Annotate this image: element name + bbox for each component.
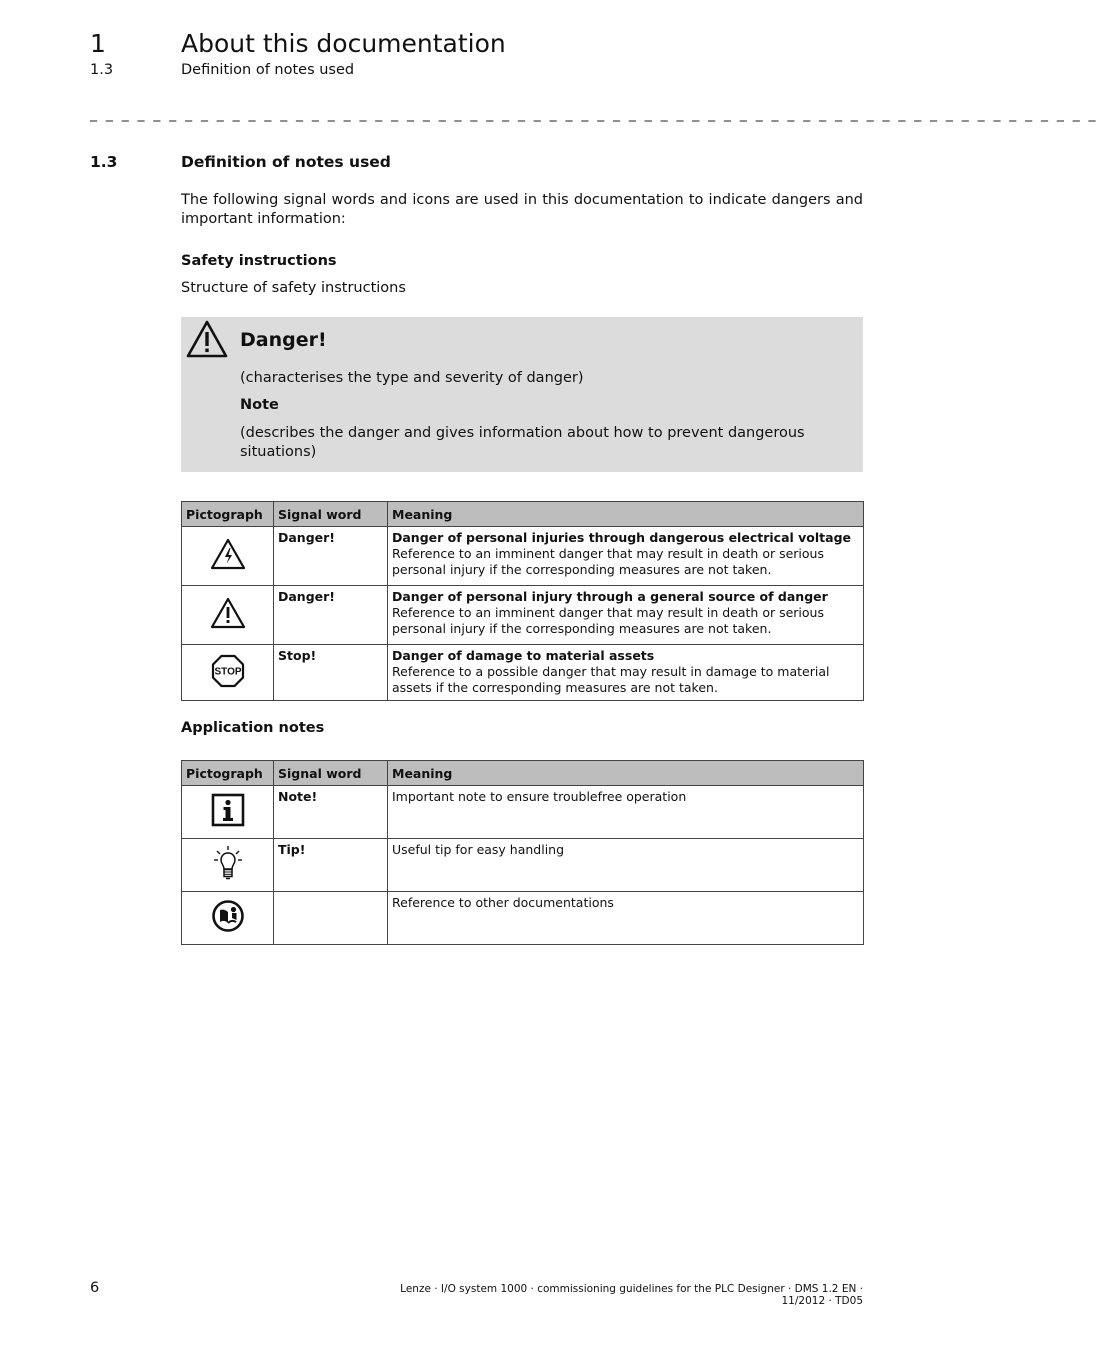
table-header-row [182, 761, 864, 786]
header-signal-word: Signal word [274, 761, 388, 786]
signal-word-cell: Tip! [274, 839, 388, 892]
meaning-cell [388, 645, 864, 701]
pictograph-cell [182, 892, 274, 945]
danger-title: Danger! [240, 329, 327, 351]
section-number: 1.3 [90, 153, 118, 171]
chapter-number: 1 [90, 29, 106, 58]
pictograph-cell [182, 586, 274, 645]
pictograph-cell [182, 786, 274, 839]
danger-note-label: Note [240, 397, 279, 413]
signal-word-cell: Danger! [274, 586, 388, 645]
meaning-cell: Useful tip for easy handling [388, 839, 864, 892]
table-row [182, 786, 864, 839]
signal-word-cell: Danger! [274, 527, 388, 586]
danger-type-text: (characterises the type and severity of danger) [240, 370, 584, 386]
stop-sign-text: STOP [213, 666, 242, 677]
application-notes-table [181, 760, 864, 945]
meaning-title: Danger of personal injuries through dangerous electrical voltage [392, 530, 851, 545]
info-icon [211, 793, 245, 827]
section-title: Definition of notes used [181, 153, 391, 171]
meaning-cell [388, 586, 864, 645]
danger-example-box [181, 317, 863, 472]
application-notes-heading: Application notes [181, 720, 325, 736]
header-section-number: 1.3 [90, 62, 114, 78]
meaning-text: Reference to a possible danger that may result in damage to material assets if the corresponding measures are not taken. [392, 664, 830, 695]
signal-word-cell [274, 892, 388, 945]
table-row [182, 645, 864, 701]
header-section-title: Definition of notes used [181, 62, 355, 78]
header-pictograph: Pictograph [182, 761, 274, 786]
pictograph-cell [182, 645, 274, 701]
meaning-cell: Reference to other documentations [388, 892, 864, 945]
meaning-cell [388, 527, 864, 586]
safety-instructions-heading: Safety instructions [181, 253, 337, 269]
table-row [182, 586, 864, 645]
meaning-text: Reference to an imminent danger that may result in death or serious personal injury if the corresponding measures are not taken. [392, 546, 824, 577]
table-row [182, 839, 864, 892]
header-separator: _ _ _ _ _ _ _ _ _ _ _ _ _ _ _ _ _ _ _ _ _ _ _ _ _ _ _ _ _ _ _ _ _ _ _ _ _ _ _ _ _ _ _ _ _ _ _ _ _ _ _ _ _ _ _ _ _ _ _ _ _ _ _ _ [90, 106, 1098, 122]
general-danger-warning-icon [209, 596, 247, 630]
page-number: 6 [90, 1280, 100, 1296]
signal-word-cell: Stop! [274, 645, 388, 701]
meaning-text: Reference to an imminent danger that may result in death or serious personal injury if the corresponding measures are not taken. [392, 605, 824, 636]
electrical-voltage-warning-icon [209, 537, 247, 571]
signal-word-cell: Note! [274, 786, 388, 839]
reference-book-icon [211, 899, 245, 933]
header-signal-word: Signal word [274, 502, 388, 527]
header-pictograph: Pictograph [182, 502, 274, 527]
safety-signal-table [181, 501, 864, 701]
header-meaning: Meaning [388, 502, 864, 527]
meaning-cell: Important note to ensure troublefree operation [388, 786, 864, 839]
warning-triangle-icon [185, 319, 229, 359]
pictograph-cell [182, 839, 274, 892]
intro-paragraph: The following signal words and icons are used in this documentation to indicate dangers and important information: [181, 192, 863, 227]
chapter-title: About this documentation [181, 29, 506, 58]
meaning-title: Danger of personal injury through a general source of danger [392, 589, 828, 604]
table-row [182, 527, 864, 586]
table-header-row [182, 502, 864, 527]
table-row [182, 892, 864, 945]
safety-structure-text: Structure of safety instructions [181, 280, 406, 296]
header-meaning: Meaning [388, 761, 864, 786]
lightbulb-icon [211, 845, 245, 881]
pictograph-cell [182, 527, 274, 586]
meaning-title: Danger of damage to material assets [392, 648, 655, 663]
footer-text: Lenze · I/O system 1000 · commissioning guidelines for the PLC Designer · DMS 1.2 EN · 11/2012 · TD05 [400, 1283, 863, 1307]
stop-sign-icon [210, 653, 246, 689]
danger-description: (describes the danger and gives information about how to prevent dangerous situations) [240, 425, 805, 460]
